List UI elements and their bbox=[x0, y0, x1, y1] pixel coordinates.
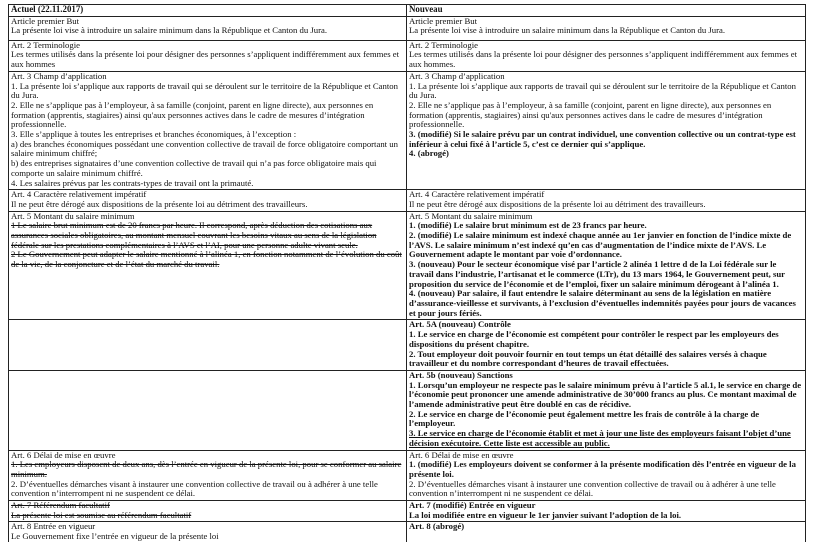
text-line: La loi modifiée entre en vigueur le 1er janvier suivant l’adoption de la loi. bbox=[409, 509, 682, 520]
table-header-row bbox=[9, 5, 806, 17]
table-row bbox=[9, 320, 806, 371]
cell-new bbox=[407, 71, 806, 189]
text-line: 1. (modifié) Les employeurs doivent se conformer à la présente modification dès l’entrée en vigueur de la présente loi. bbox=[409, 459, 796, 479]
cell-current bbox=[9, 40, 407, 71]
cell-current bbox=[9, 211, 407, 320]
text-line: Art. 3 Champ d’application bbox=[11, 71, 107, 81]
text-line: 2 Le Gouvernement peut adapter le salaire mentionné à l’alinéa 1, en fonction notamment de l’évolution du coût de la vie, de la conjoncture et de l’état du marché du travail. bbox=[11, 249, 402, 270]
text-line: Article premier But bbox=[11, 16, 80, 26]
text-line: 2. Elle ne s’applique pas à l’employeur, à sa famille (conjoint, parent en ligne directe), aux personnes en formation (apprentis, stagiaires) ainsi qu'aux personnes actives dans le cadre de mesures d’intégration professionnelle. bbox=[409, 99, 772, 130]
text-line: 1. Les employeurs disposent de deux ans, dès l’entrée en vigueur de la présente loi, pour se conformer au salaire minimum. bbox=[11, 459, 402, 479]
text-line: Art. 4 Caractère relativement impératif bbox=[11, 189, 147, 200]
text-line: Art. 5b (nouveau) Sanctions bbox=[409, 370, 513, 380]
text-line: 3. (nouveau) Pour le secteur économique visé par l’article 2 alinéa 1 lettre d de la Loi fédérale sur le travail dans l’industrie, l’artisanat et le commerce (LTr), du 13 mars 1964, le Gouvernement peut, sur proposition du service de l’économie et de l’emploi, fixer un salaire minimum dérogeant à l’alinéa 1. bbox=[409, 259, 785, 289]
text-line: Art. 6 Délai de mise en œuvre bbox=[11, 450, 116, 460]
text-line: a) des branches économiques possédant une convention collective de travail de force obligatoire comportant un salaire minimum chiffré; bbox=[11, 138, 398, 159]
cell-new bbox=[407, 190, 806, 211]
text-line: Le Gouvernement fixe l’entrée en vigueur de la présente loi bbox=[11, 531, 219, 542]
text-line: Art. 7 Référendum facultatif bbox=[11, 500, 110, 511]
text-line: 2. D’éventuelles démarches visant à instaurer une convention collective de travail ou à adhérer à une telle convention n’interrompent ni ne suspendent ce délai. bbox=[409, 478, 776, 499]
text-line: 1. Le service en charge de l’économie est compétent pour contrôler le respect par les employeurs des dispositions du présent chapitre. bbox=[409, 329, 779, 349]
text-line: 2. (modifié) Le salaire minimum est indexé chaque année au 1er janvier en fonction de l’indice mixte de l’AVS. Le salaire minimum n’est indexé qu’en cas d’augmentation de l’indice mixte de l’AVS. Le Gouvernement adapte le montant par voie d’ordonnance. bbox=[409, 230, 792, 260]
text-line: Les termes utilisés dans la présente loi pour désigner des personnes s’appliquent indifféremment aux femmes et aux hommes. bbox=[409, 49, 798, 70]
text-line: 2. Elle ne s’applique pas à l’employeur, à sa famille (conjoint, parent en ligne directe), aux personnes en formation (apprentis, stagiaires) ainsi qu'aux personnes actives dans le cadre de mesures d’intégration professionnelle. bbox=[11, 99, 374, 130]
text-line: 1. La présente loi s’applique aux rapports de travail qui se déroulent sur le territoire de la République et Canton du Jura. bbox=[11, 80, 398, 101]
text-line: 1. La présente loi s’applique aux rapports de travail qui se déroulent sur le territoire de la République et Canton du Jura. bbox=[409, 80, 796, 101]
cell-new bbox=[407, 16, 806, 40]
text-line: La présente loi est soumise au référendum facultatif bbox=[11, 509, 192, 520]
cell-current bbox=[9, 450, 407, 501]
cell-current bbox=[9, 16, 407, 40]
comparison-table bbox=[8, 4, 806, 542]
text-line: Art. 3 Champ d’application bbox=[409, 71, 505, 81]
text-line: 3. (modifié) Si le salaire prévu par un contrat individuel, une convention collective ou un contrat-type est inférieur à celui fixé à l’article 5, c’est ce dernier qui s’applique. bbox=[409, 129, 796, 149]
cell-new bbox=[407, 522, 806, 542]
table-row bbox=[9, 16, 806, 40]
cell-current bbox=[9, 370, 407, 450]
cell-new bbox=[407, 211, 806, 320]
text-line: Art. 8 Entrée en vigueur bbox=[11, 521, 96, 532]
text-line: Art. 8 (abrogé) bbox=[409, 521, 465, 532]
cell-new bbox=[407, 501, 806, 522]
text-line: Art. 7 (modifié) Entrée en vigueur bbox=[409, 500, 536, 511]
text-line: 1. Lorsqu’un employeur ne respecte pas le salaire minimum prévu à l’article 5 al.1, le service en charge de l’économie peut prononcer une amende administrative de 30’000 francs au plus. Ce montant maximal de l’amende administrative peut être doublé en cas de récidive. bbox=[409, 379, 802, 410]
cell-new bbox=[407, 450, 806, 501]
text-line: 1. (modifié) Le salaire brut minimum est de 23 francs par heure. bbox=[409, 220, 647, 231]
text-line: 2. D’éventuelles démarches visant à instaurer une convention collective de travail ou à adhérer à une telle convention n’interrompent ni ne suspendent ce délai. bbox=[11, 478, 378, 499]
cell-new bbox=[407, 40, 806, 71]
text-line: Il ne peut être dérogé aux dispositions de la présente loi au détriment des travailleurs. bbox=[11, 198, 308, 209]
text-line: Art. 5 Montant du salaire minimum bbox=[11, 211, 135, 221]
table-row bbox=[9, 40, 806, 71]
text-line: Art. 4 Caractère relativement impératif bbox=[409, 189, 545, 200]
cell-current bbox=[9, 522, 407, 542]
cell-current bbox=[9, 190, 407, 211]
table-row bbox=[9, 190, 806, 211]
text-line: 3. Elle s’applique à toutes les entreprises et branches économiques, à l’exception : bbox=[11, 129, 297, 140]
text-line: Art. 2 Terminologie bbox=[409, 40, 478, 50]
cell-current bbox=[9, 320, 407, 371]
table-row bbox=[9, 211, 806, 320]
header-new: Nouveau bbox=[407, 5, 806, 17]
text-line: 4. Les salaires prévus par les contrats-types de travail ont la primauté. bbox=[11, 177, 254, 188]
text-line: 4. (nouveau) Par salaire, il faut entendre le salaire déterminant au sens de la législation en matière d’assurance-vieillesse et survivants, à l’exclusion d’éventuelles indemnités payées pour jours de vacances et pour jours fériés. bbox=[409, 288, 796, 318]
text-line: Art. 5A (nouveau) Contrôle bbox=[409, 319, 511, 330]
text-line: 2. Tout employeur doit pouvoir fournir en tout temps un état détaillé des salaires versés à chaque travailleur et du nombre correspondant d’heures de travail effectuées. bbox=[409, 348, 767, 369]
text-line: 3. Le service en charge de l’économie établit et met à jour une liste des employeurs faisant l’objet d’une décision exécutoire. Cette liste est accessible au public. bbox=[409, 428, 791, 448]
table-row bbox=[9, 71, 806, 189]
cell-new bbox=[407, 320, 806, 371]
text-line: Art. 6 Délai de mise en œuvre bbox=[409, 450, 514, 460]
cell-new bbox=[407, 370, 806, 450]
text-line: La présente loi vise à introduire un salaire minimum dans la République et Canton du Jura. bbox=[11, 25, 328, 36]
text-line: La présente loi vise à introduire un salaire minimum dans la République et Canton du Jura. bbox=[409, 25, 726, 36]
text-line: Art. 5 Montant du salaire minimum bbox=[409, 211, 533, 221]
table-row bbox=[9, 522, 806, 542]
text-line: 2. Le service en charge de l’économie peut également mettre les frais de contrôle à la charge de l’employeur. bbox=[409, 408, 760, 429]
cell-current bbox=[9, 71, 407, 189]
table-row bbox=[9, 450, 806, 501]
header-current: Actuel (22.11.2017) bbox=[9, 5, 407, 17]
table-row bbox=[9, 370, 806, 450]
text-line: Art. 2 Terminologie bbox=[11, 40, 80, 50]
text-line: Il ne peut être dérogé aux dispositions de la présente loi au détriment des travailleurs. bbox=[409, 198, 706, 209]
text-line: b) des entreprises signataires d’une convention collective de travail qui n’a pas force obligatoire mais qui comporte un salaire minimum chiffré. bbox=[11, 158, 377, 178]
table-row bbox=[9, 501, 806, 522]
text-line: Les termes utilisés dans la présente loi pour désigner des personnes s’appliquent indifféremment aux femmes et aux hommes bbox=[11, 49, 400, 70]
cell-current bbox=[9, 501, 407, 522]
text-line: 1 Le salaire brut minimum est de 20 francs par heure. Il correspond, après déduction des cotisations aux assurances sociales obligatoires, au montant mensuel couvrant les besoins vitaux au sens de la législation fédérale sur les prestations complémentaires à l’AVS et l’AI, pour une personne adulte vivant seule. bbox=[11, 220, 377, 250]
text-line: Article premier But bbox=[409, 16, 478, 26]
text-line: 4. (abrogé) bbox=[409, 148, 449, 159]
